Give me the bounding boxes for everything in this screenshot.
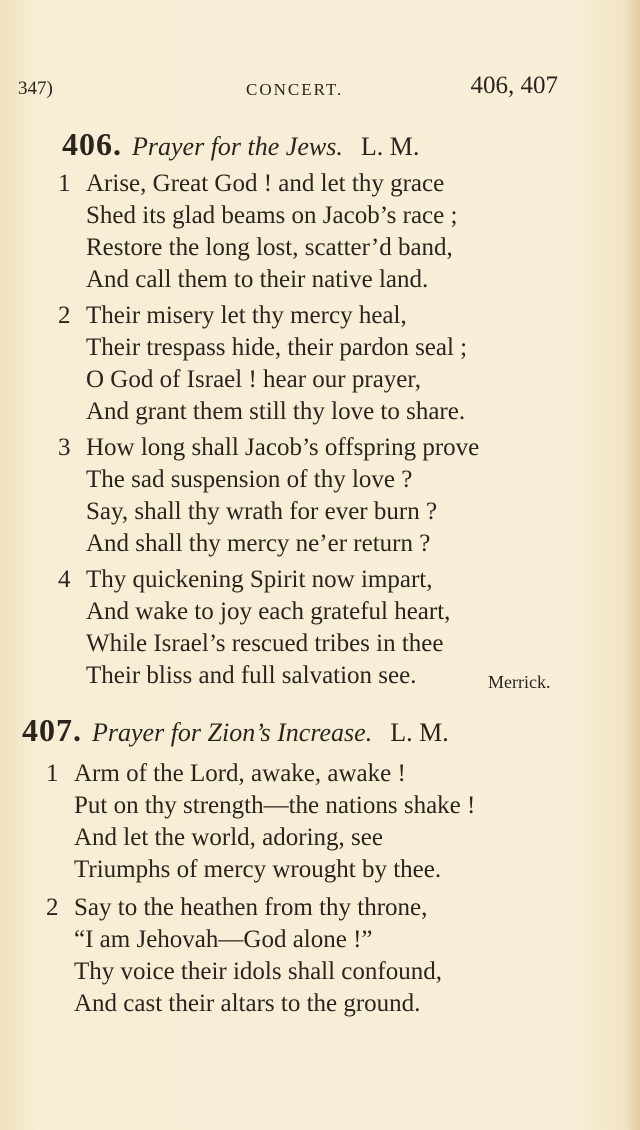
- verse-line: Thy voice their idols shall confound,: [74, 958, 442, 985]
- hymn-407-heading: [22, 712, 449, 749]
- verse-line: And call them to their native land.: [86, 266, 429, 293]
- verse-line: And grant them still thy love to share.: [86, 398, 466, 425]
- stanza-number: 2: [58, 302, 71, 329]
- hymn-author: Merrick.: [488, 672, 551, 692]
- hymn-406-heading: [62, 126, 419, 163]
- verse-line: Arm of the Lord, awake, awake !: [74, 760, 406, 787]
- stanza-number: 2: [46, 894, 59, 921]
- hymn-title: Prayer for Zion’s Increase.: [92, 718, 373, 747]
- verse-line: And shall thy mercy ne’er return ?: [86, 530, 431, 557]
- running-title: CONCERT.: [246, 80, 344, 99]
- verse-line: How long shall Jacob’s offspring prove: [86, 434, 480, 461]
- verse-line: And let the world, adoring, see: [74, 824, 383, 851]
- verse-line: The sad suspension of thy love ?: [86, 466, 413, 493]
- stanza-number: 1: [46, 760, 59, 787]
- verse-line: Thy quickening Spirit now impart,: [86, 566, 433, 593]
- verse-line: While Israel’s rescued tribes in thee: [86, 630, 444, 657]
- hymn-meter: L. M.: [360, 132, 420, 161]
- page-header: [18, 72, 558, 106]
- page-number: 347): [18, 78, 53, 99]
- verse-line: “I am Jehovah—God alone !”: [74, 926, 373, 953]
- verse-line: And cast their altars to the ground.: [74, 990, 421, 1017]
- hymn-range: 406, 407: [470, 72, 558, 99]
- verse-line: Say, shall thy wrath for ever burn ?: [86, 498, 438, 525]
- verse-line: Restore the long lost, scatter’d band,: [86, 234, 453, 261]
- verse-line: Their misery let thy mercy heal,: [86, 302, 407, 329]
- verse-line: Say to the heathen from thy throne,: [74, 894, 428, 921]
- verse-line: Triumphs of mercy wrought by thee.: [74, 856, 442, 883]
- verse-line: Their trespass hide, their pardon seal ;: [86, 334, 468, 361]
- stanza-number: 4: [58, 566, 71, 593]
- hymn-meter: L. M.: [390, 718, 449, 747]
- verse-line: O God of Israel ! hear our prayer,: [86, 366, 421, 393]
- verse-line: Shed its glad beams on Jacob’s race ;: [86, 202, 458, 229]
- hymn-number: 406.: [62, 126, 122, 162]
- stanza-number: 3: [58, 434, 71, 461]
- stanza-number: 1: [58, 170, 71, 197]
- hymn-title: Prayer for the Jews.: [132, 132, 343, 161]
- verse-line: And wake to joy each grateful heart,: [86, 598, 451, 625]
- page-edge-shadow: [626, 0, 640, 1130]
- hymn-number: 407.: [22, 712, 82, 748]
- verse-line: Arise, Great God ! and let thy grace: [86, 170, 445, 197]
- verse-line: Put on thy strength—the nations shake !: [74, 792, 476, 819]
- verse-line: Their bliss and full salvation see.: [86, 662, 417, 689]
